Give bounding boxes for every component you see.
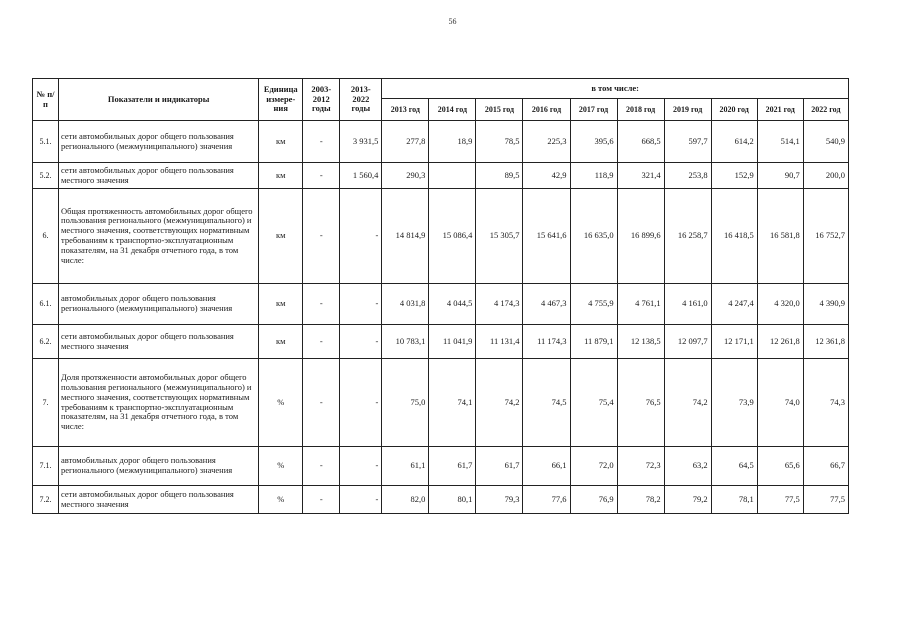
- year-value-cell: 61,7: [476, 447, 523, 486]
- year-value-cell: 12 138,5: [617, 325, 664, 359]
- year-value-cell: 15 641,6: [523, 189, 570, 284]
- year-value-cell: 4 044,5: [429, 284, 476, 325]
- period-2003-2012-cell: -: [303, 284, 340, 325]
- table-row: [33, 486, 849, 514]
- year-value-cell: 597,7: [664, 121, 711, 163]
- year-value-cell: 16 899,6: [617, 189, 664, 284]
- header-year: 2020 год: [711, 99, 757, 121]
- unit-cell: км: [259, 121, 303, 163]
- year-value-cell: 78,5: [476, 121, 523, 163]
- row-number: 6.1.: [33, 284, 59, 325]
- year-value-cell: 12 361,8: [803, 325, 848, 359]
- page-number: 56: [448, 17, 457, 26]
- period-2003-2012-cell: -: [303, 189, 340, 284]
- indicator-name: автомобильных дорог общего пользования регионального (межмуниципального) значения: [59, 284, 259, 325]
- header-indicator: Показатели и индикаторы: [59, 79, 259, 121]
- row-number: 7.: [33, 359, 59, 447]
- year-value-cell: 66,7: [803, 447, 848, 486]
- header-year: 2018 год: [617, 99, 664, 121]
- indicator-name: Доля протяженности автомобильных дорог общего пользования регионального (межмуниципального) и местного значения, соответствующих нормативным требованиям к транспортно-эксплуатационным показателям, на 31 декабря отчетного года, в том числе:: [59, 359, 259, 447]
- unit-cell: %: [259, 486, 303, 514]
- unit-cell: км: [259, 189, 303, 284]
- header-including: в том числе:: [382, 79, 849, 99]
- year-value-cell: 74,0: [757, 359, 803, 447]
- unit-cell: %: [259, 359, 303, 447]
- period-2013-2022-cell: -: [340, 486, 382, 514]
- year-value-cell: 200,0: [803, 163, 848, 189]
- year-value-cell: 514,1: [757, 121, 803, 163]
- year-value-cell: 75,0: [382, 359, 429, 447]
- header-year: 2014 год: [429, 99, 476, 121]
- table-row: [33, 284, 849, 325]
- year-value-cell: 16 581,8: [757, 189, 803, 284]
- year-value-cell: 80,1: [429, 486, 476, 514]
- year-value-cell: 152,9: [711, 163, 757, 189]
- unit-cell: %: [259, 447, 303, 486]
- year-value-cell: 77,5: [757, 486, 803, 514]
- period-2013-2022-cell: -: [340, 447, 382, 486]
- year-value-cell: 277,8: [382, 121, 429, 163]
- year-value-cell: 74,2: [476, 359, 523, 447]
- row-number: 6.: [33, 189, 59, 284]
- table-body: [33, 121, 849, 514]
- period-2003-2012-cell: -: [303, 359, 340, 447]
- header-year: 2019 год: [664, 99, 711, 121]
- year-value-cell: 61,1: [382, 447, 429, 486]
- year-value-cell: 74,1: [429, 359, 476, 447]
- year-value-cell: 12 261,8: [757, 325, 803, 359]
- table-row: [33, 447, 849, 486]
- year-value-cell: 4 161,0: [664, 284, 711, 325]
- year-value-cell: 16 258,7: [664, 189, 711, 284]
- indicator-name: автомобильных дорог общего пользования регионального (межмуниципального) значения: [59, 447, 259, 486]
- header-year: 2021 год: [757, 99, 803, 121]
- year-value-cell: [429, 163, 476, 189]
- year-value-cell: 79,3: [476, 486, 523, 514]
- year-value-cell: 74,3: [803, 359, 848, 447]
- period-2013-2022-cell: 1 560,4: [340, 163, 382, 189]
- year-value-cell: 4 247,4: [711, 284, 757, 325]
- year-value-cell: 74,5: [523, 359, 570, 447]
- year-value-cell: 4 755,9: [570, 284, 617, 325]
- year-value-cell: 253,8: [664, 163, 711, 189]
- period-2003-2012-cell: -: [303, 447, 340, 486]
- header-period-2013-2022: 2013- 2022 годы: [340, 79, 382, 121]
- unit-cell: км: [259, 284, 303, 325]
- year-value-cell: 75,4: [570, 359, 617, 447]
- unit-cell: км: [259, 163, 303, 189]
- year-value-cell: 4 031,8: [382, 284, 429, 325]
- period-2003-2012-cell: -: [303, 163, 340, 189]
- header-year: 2015 год: [476, 99, 523, 121]
- year-value-cell: 79,2: [664, 486, 711, 514]
- year-value-cell: 16 635,0: [570, 189, 617, 284]
- row-number: 7.1.: [33, 447, 59, 486]
- year-value-cell: 78,2: [617, 486, 664, 514]
- year-value-cell: 290,3: [382, 163, 429, 189]
- year-value-cell: 668,5: [617, 121, 664, 163]
- header-year: 2017 год: [570, 99, 617, 121]
- year-value-cell: 118,9: [570, 163, 617, 189]
- year-value-cell: 72,0: [570, 447, 617, 486]
- year-value-cell: 14 814,9: [382, 189, 429, 284]
- period-2013-2022-cell: -: [340, 284, 382, 325]
- indicator-name: сети автомобильных дорог общего пользования местного значения: [59, 325, 259, 359]
- year-value-cell: 321,4: [617, 163, 664, 189]
- header-num: № п/п: [33, 79, 59, 121]
- year-value-cell: 77,6: [523, 486, 570, 514]
- year-value-cell: 540,9: [803, 121, 848, 163]
- header-year: 2022 год: [803, 99, 848, 121]
- year-value-cell: 16 752,7: [803, 189, 848, 284]
- year-value-cell: 65,6: [757, 447, 803, 486]
- year-value-cell: 4 174,3: [476, 284, 523, 325]
- year-value-cell: 4 320,0: [757, 284, 803, 325]
- row-number: 6.2.: [33, 325, 59, 359]
- year-value-cell: 4 390,9: [803, 284, 848, 325]
- period-2003-2012-cell: -: [303, 486, 340, 514]
- period-2013-2022-cell: -: [340, 359, 382, 447]
- year-value-cell: 64,5: [711, 447, 757, 486]
- year-value-cell: 78,1: [711, 486, 757, 514]
- row-number: 5.2.: [33, 163, 59, 189]
- table-row: [33, 163, 849, 189]
- period-2013-2022-cell: 3 931,5: [340, 121, 382, 163]
- indicator-name: сети автомобильных дорог общего пользования местного значения: [59, 163, 259, 189]
- year-value-cell: 42,9: [523, 163, 570, 189]
- year-value-cell: 225,3: [523, 121, 570, 163]
- header-period-2003-2012: 2003- 2012 годы: [303, 79, 340, 121]
- year-value-cell: 12 097,7: [664, 325, 711, 359]
- year-value-cell: 82,0: [382, 486, 429, 514]
- year-value-cell: 74,2: [664, 359, 711, 447]
- table-header: [33, 79, 849, 121]
- indicator-name: сети автомобильных дорог общего пользования регионального (межмуниципального) значения: [59, 121, 259, 163]
- year-value-cell: 89,5: [476, 163, 523, 189]
- year-value-cell: 11 131,4: [476, 325, 523, 359]
- year-value-cell: 66,1: [523, 447, 570, 486]
- year-value-cell: 395,6: [570, 121, 617, 163]
- year-value-cell: 4 467,3: [523, 284, 570, 325]
- year-value-cell: 4 761,1: [617, 284, 664, 325]
- year-value-cell: 73,9: [711, 359, 757, 447]
- year-value-cell: 76,5: [617, 359, 664, 447]
- indicators-table: [32, 78, 849, 514]
- table-row: [33, 189, 849, 284]
- period-2013-2022-cell: -: [340, 325, 382, 359]
- table-row: [33, 359, 849, 447]
- indicator-name: сети автомобильных дорог общего пользования местного значения: [59, 486, 259, 514]
- indicator-name: Общая протяженность автомобильных дорог общего пользования регионального (межмуниципального) и местного значения, соответствующих нормативным требованиям к транспортно-эксплуатационным показателям, на 31 декабря отчетного года, в том числе:: [59, 189, 259, 284]
- year-value-cell: 10 783,1: [382, 325, 429, 359]
- period-2013-2022-cell: -: [340, 189, 382, 284]
- year-value-cell: 77,5: [803, 486, 848, 514]
- year-value-cell: 16 418,5: [711, 189, 757, 284]
- year-value-cell: 61,7: [429, 447, 476, 486]
- year-value-cell: 11 041,9: [429, 325, 476, 359]
- header-year: 2016 год: [523, 99, 570, 121]
- header-unit: Единица измере- ния: [259, 79, 303, 121]
- row-number: 5.1.: [33, 121, 59, 163]
- year-value-cell: 15 305,7: [476, 189, 523, 284]
- table-row: [33, 325, 849, 359]
- period-2003-2012-cell: -: [303, 121, 340, 163]
- header-year: 2013 год: [382, 99, 429, 121]
- year-value-cell: 12 171,1: [711, 325, 757, 359]
- period-2003-2012-cell: -: [303, 325, 340, 359]
- year-value-cell: 614,2: [711, 121, 757, 163]
- year-value-cell: 90,7: [757, 163, 803, 189]
- year-value-cell: 72,3: [617, 447, 664, 486]
- year-value-cell: 76,9: [570, 486, 617, 514]
- year-value-cell: 15 086,4: [429, 189, 476, 284]
- year-value-cell: 11 879,1: [570, 325, 617, 359]
- year-value-cell: 11 174,3: [523, 325, 570, 359]
- unit-cell: км: [259, 325, 303, 359]
- table-row: [33, 121, 849, 163]
- year-value-cell: 63,2: [664, 447, 711, 486]
- row-number: 7.2.: [33, 486, 59, 514]
- year-value-cell: 18,9: [429, 121, 476, 163]
